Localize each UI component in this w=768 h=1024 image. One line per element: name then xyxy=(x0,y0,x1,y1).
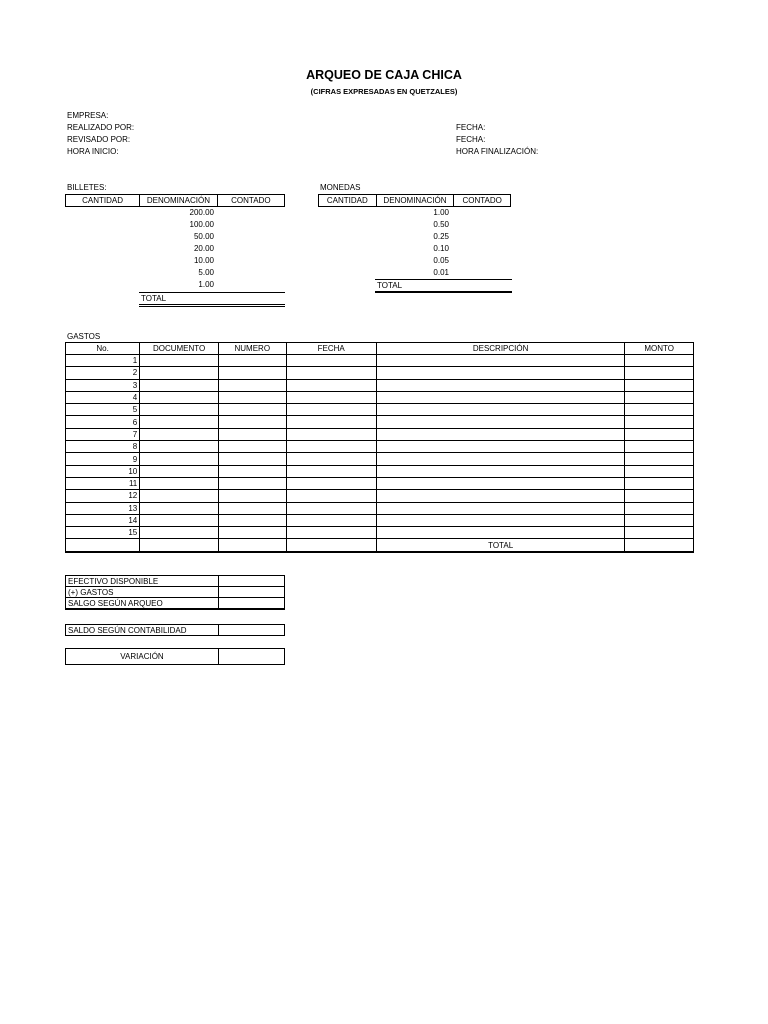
billetes-denominations xyxy=(140,206,214,290)
fecha-cell[interactable] xyxy=(286,490,376,502)
row-number: 13 xyxy=(66,502,140,514)
numero-cell[interactable] xyxy=(218,453,286,465)
table-row xyxy=(66,355,694,367)
cash-summary-table xyxy=(65,575,285,610)
monedas-header-cantidad: CANTIDAD xyxy=(319,195,377,207)
row-number: 7 xyxy=(66,428,140,440)
descripcion-cell[interactable] xyxy=(376,502,625,514)
row-number: 2 xyxy=(66,367,140,379)
fecha-realizado-label: FECHA: xyxy=(456,123,486,132)
gastos-header-row xyxy=(66,343,694,355)
monto-cell[interactable] xyxy=(625,465,694,477)
row-number: 9 xyxy=(66,453,140,465)
row-number: 15 xyxy=(66,527,140,539)
table-row xyxy=(66,502,694,514)
saldo-arqueo-label: SALGO SEGÚN ARQUEO xyxy=(66,598,219,610)
table-row xyxy=(66,527,694,539)
descripcion-cell[interactable] xyxy=(376,441,625,453)
gastos-header-no: No. xyxy=(66,343,140,355)
efectivo-disponible-value[interactable] xyxy=(219,576,285,587)
monedas-total-label: TOTAL xyxy=(377,281,403,290)
documento-cell[interactable] xyxy=(140,367,219,379)
monedas-header-contado: CONTADO xyxy=(454,195,511,207)
documento-cell[interactable] xyxy=(140,490,219,502)
gastos-header-monto: MONTO xyxy=(625,343,694,355)
moneda-denom: 0.50 xyxy=(433,219,449,229)
billetes-header-contado: CONTADO xyxy=(217,195,284,207)
numero-cell[interactable] xyxy=(218,391,286,403)
row-number: 1 xyxy=(66,355,140,367)
table-row xyxy=(66,490,694,502)
descripcion-cell[interactable] xyxy=(376,453,625,465)
monto-cell[interactable] xyxy=(625,441,694,453)
fecha-cell[interactable] xyxy=(286,367,376,379)
monto-cell[interactable] xyxy=(625,502,694,514)
billetes-header-denominacion: DENOMINACIÓN xyxy=(140,195,218,207)
page-title: ARQUEO DE CAJA CHICA xyxy=(306,68,462,82)
documento-cell[interactable] xyxy=(140,416,219,428)
table-row xyxy=(66,379,694,391)
variacion-table xyxy=(65,648,285,665)
numero-cell[interactable] xyxy=(218,355,286,367)
monto-cell[interactable] xyxy=(625,416,694,428)
documento-cell[interactable] xyxy=(140,355,219,367)
page-subtitle: (CIFRAS EXPRESADAS EN QUETZALES) xyxy=(310,87,458,96)
descripcion-cell[interactable] xyxy=(376,367,625,379)
descripcion-cell[interactable] xyxy=(376,428,625,440)
descripcion-cell[interactable] xyxy=(376,416,625,428)
moneda-denom: 0.05 xyxy=(433,255,449,265)
saldo-contabilidad-table xyxy=(65,624,285,636)
row-number: 11 xyxy=(66,477,140,489)
empresa-label: EMPRESA: xyxy=(67,111,109,120)
saldo-arqueo-value[interactable] xyxy=(219,598,285,610)
descripcion-cell[interactable] xyxy=(376,391,625,403)
table-row xyxy=(66,416,694,428)
monedas-total-line xyxy=(375,279,512,280)
table-row xyxy=(66,367,694,379)
fecha-cell[interactable] xyxy=(286,465,376,477)
gastos-total-value[interactable] xyxy=(625,539,694,552)
billetes-total-double-line-2 xyxy=(139,306,285,307)
gastos-total-label: TOTAL xyxy=(376,539,625,552)
table-row xyxy=(66,428,694,440)
descripcion-cell[interactable] xyxy=(376,514,625,526)
billete-denom: 1.00 xyxy=(198,279,214,289)
numero-cell[interactable] xyxy=(218,502,286,514)
fecha-revisado-label: FECHA: xyxy=(456,135,486,144)
monto-cell[interactable] xyxy=(625,477,694,489)
gastos-header-documento: DOCUMENTO xyxy=(140,343,219,355)
documento-cell[interactable] xyxy=(140,477,219,489)
monto-cell[interactable] xyxy=(625,367,694,379)
table-row xyxy=(66,453,694,465)
table-row xyxy=(66,514,694,526)
row-number: 12 xyxy=(66,490,140,502)
descripcion-cell[interactable] xyxy=(376,404,625,416)
numero-cell[interactable] xyxy=(218,490,286,502)
numero-cell[interactable] xyxy=(218,441,286,453)
monto-cell[interactable] xyxy=(625,391,694,403)
row-number: 3 xyxy=(66,379,140,391)
documento-cell[interactable] xyxy=(140,453,219,465)
billete-denom: 20.00 xyxy=(193,243,214,253)
documento-cell[interactable] xyxy=(140,465,219,477)
documento-cell[interactable] xyxy=(140,441,219,453)
numero-cell[interactable] xyxy=(218,379,286,391)
gastos-header-fecha: FECHA xyxy=(286,343,376,355)
row-number: 8 xyxy=(66,441,140,453)
monto-cell[interactable] xyxy=(625,453,694,465)
fecha-cell[interactable] xyxy=(286,355,376,367)
numero-cell[interactable] xyxy=(218,416,286,428)
numero-cell[interactable] xyxy=(218,465,286,477)
table-row xyxy=(66,477,694,489)
fecha-cell[interactable] xyxy=(286,527,376,539)
table-row xyxy=(66,391,694,403)
monto-cell[interactable] xyxy=(625,527,694,539)
monto-cell[interactable] xyxy=(625,404,694,416)
moneda-denom: 0.25 xyxy=(433,231,449,241)
numero-cell[interactable] xyxy=(218,477,286,489)
numero-cell[interactable] xyxy=(218,367,286,379)
revisado-por-label: REVISADO POR: xyxy=(67,135,131,144)
table-row xyxy=(66,465,694,477)
gastos-table xyxy=(65,342,694,553)
gastos-summary-label: (+) GASTOS xyxy=(66,587,219,598)
gastos-summary-value[interactable] xyxy=(219,587,285,598)
fecha-cell[interactable] xyxy=(286,441,376,453)
billete-denom: 5.00 xyxy=(198,267,214,277)
monto-cell[interactable] xyxy=(625,355,694,367)
gastos-header-descripcion: DESCRIPCIÓN xyxy=(376,343,625,355)
variacion-label: VARIACIÓN xyxy=(66,649,219,665)
billetes-total-label: TOTAL xyxy=(141,294,167,303)
documento-cell[interactable] xyxy=(140,404,219,416)
table-row xyxy=(66,441,694,453)
documento-cell[interactable] xyxy=(140,379,219,391)
billetes-total-line xyxy=(139,292,285,293)
billete-denom: 50.00 xyxy=(193,231,214,241)
gastos-label: GASTOS xyxy=(67,332,101,341)
row-number: 14 xyxy=(66,514,140,526)
fecha-cell[interactable] xyxy=(286,391,376,403)
descripcion-cell[interactable] xyxy=(376,379,625,391)
billetes-label: BILLETES: xyxy=(67,183,107,192)
moneda-denom: 0.10 xyxy=(433,243,449,253)
fecha-cell[interactable] xyxy=(286,416,376,428)
row-number: 5 xyxy=(66,404,140,416)
moneda-denom: 1.00 xyxy=(433,207,449,217)
fecha-cell[interactable] xyxy=(286,477,376,489)
variacion-value[interactable] xyxy=(219,649,285,665)
billetes-total-double-line xyxy=(139,304,285,305)
documento-cell[interactable] xyxy=(140,391,219,403)
numero-cell[interactable] xyxy=(218,527,286,539)
monto-cell[interactable] xyxy=(625,428,694,440)
descripcion-cell[interactable] xyxy=(376,477,625,489)
row-number: 4 xyxy=(66,391,140,403)
documento-cell[interactable] xyxy=(140,502,219,514)
billetes-header-cantidad: CANTIDAD xyxy=(66,195,140,207)
row-number: 6 xyxy=(66,416,140,428)
monedas-header-denominacion: DENOMINACIÓN xyxy=(376,195,454,207)
moneda-denom: 0.01 xyxy=(433,267,449,277)
monedas-total-bottom-line xyxy=(375,291,512,293)
documento-cell[interactable] xyxy=(140,514,219,526)
fecha-cell[interactable] xyxy=(286,502,376,514)
monedas-denominations xyxy=(376,206,449,278)
fecha-cell[interactable] xyxy=(286,379,376,391)
row-number: 10 xyxy=(66,465,140,477)
fecha-cell[interactable] xyxy=(286,453,376,465)
monto-cell[interactable] xyxy=(625,514,694,526)
numero-cell[interactable] xyxy=(218,514,286,526)
fecha-cell[interactable] xyxy=(286,514,376,526)
realizado-por-label: REALIZADO POR: xyxy=(67,123,135,132)
monedas-label: MONEDAS xyxy=(320,183,361,192)
monto-cell[interactable] xyxy=(625,490,694,502)
numero-cell[interactable] xyxy=(218,428,286,440)
documento-cell[interactable] xyxy=(140,428,219,440)
descripcion-cell[interactable] xyxy=(376,527,625,539)
descripcion-cell[interactable] xyxy=(376,465,625,477)
fecha-cell[interactable] xyxy=(286,404,376,416)
documento-cell[interactable] xyxy=(140,527,219,539)
hora-inicio-label: HORA INICIO: xyxy=(67,147,119,156)
efectivo-disponible-label: EFECTIVO DISPONIBLE xyxy=(66,576,219,587)
descripcion-cell[interactable] xyxy=(376,490,625,502)
saldo-contabilidad-value[interactable] xyxy=(219,625,285,636)
table-row xyxy=(66,404,694,416)
gastos-total-row xyxy=(66,539,694,552)
gastos-header-numero: NUMERO xyxy=(218,343,286,355)
monto-cell[interactable] xyxy=(625,379,694,391)
saldo-contabilidad-label: SALDO SEGÚN CONTABILIDAD xyxy=(66,625,219,636)
numero-cell[interactable] xyxy=(218,404,286,416)
billete-denom: 200.00 xyxy=(189,207,214,217)
descripcion-cell[interactable] xyxy=(376,355,625,367)
billete-denom: 10.00 xyxy=(193,255,214,265)
fecha-cell[interactable] xyxy=(286,428,376,440)
hora-finalizacion-label: HORA FINALIZACIÓN: xyxy=(456,147,539,156)
billete-denom: 100.00 xyxy=(189,219,214,229)
